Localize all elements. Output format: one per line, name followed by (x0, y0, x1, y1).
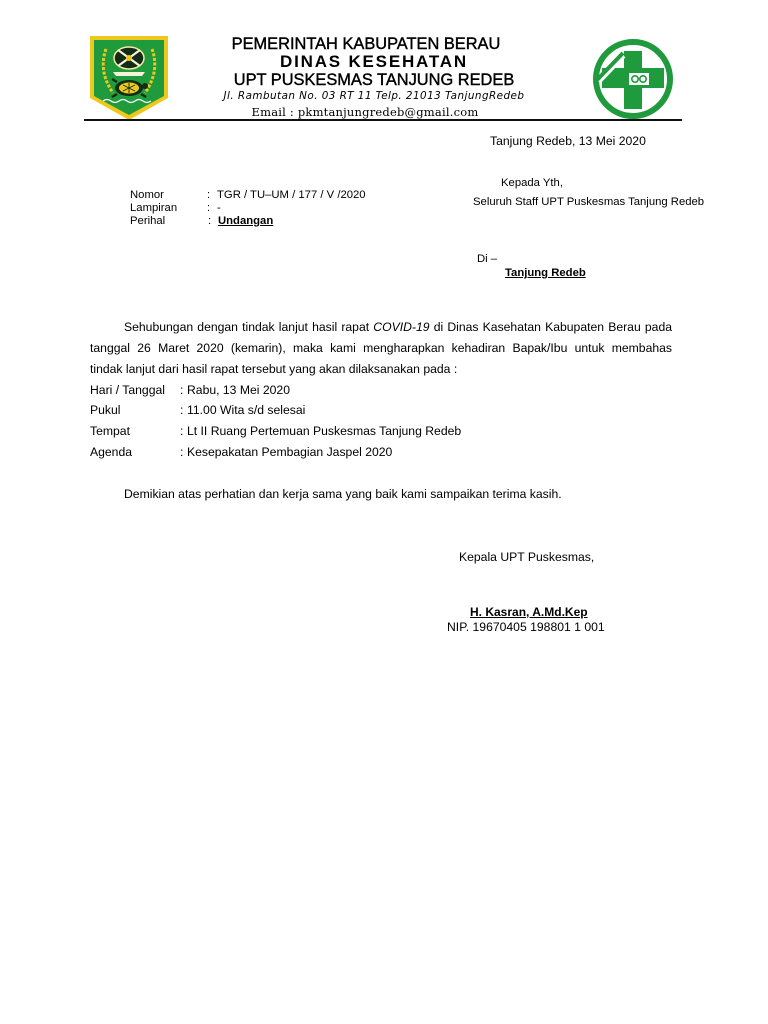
header-government-name: PEMERINTAH KABUPATEN BERAU (231, 35, 501, 53)
signature-nip: NIP. 19670405 198801 1 001 (447, 620, 605, 634)
schedule-separator: : (180, 424, 184, 438)
header-email: Email : pkmtanjungredeb@gmail.com (251, 105, 479, 119)
meta-separator: : (207, 189, 211, 201)
schedule-label-agenda: Agenda (90, 445, 133, 459)
schedule-label-place: Tempat (90, 424, 130, 438)
body-line-3: tindak lanjut dari hasil rapat tersebut yang akan dilaksanakan pada : (90, 362, 458, 376)
header-divider (84, 119, 682, 121)
kabupaten-berau-emblem-icon (89, 35, 169, 121)
meta-value-perihal: Undangan (218, 215, 274, 227)
body-line-1 (90, 320, 672, 334)
body-line-1-text: Sehubungan dengan tindak lanjut hasil rapat (124, 320, 370, 334)
body-line-2: tanggal 26 Maret 2020 (kemarin), maka kami mengharapkan kehadiran Bapak/Ibu untuk membahas (90, 341, 672, 355)
recipient-name: Seluruh Staff UPT Puskesmas Tanjung Redeb (473, 196, 705, 208)
puskesmas-logo-icon (585, 37, 681, 121)
schedule-label-time: Pukul (90, 403, 121, 417)
header-address: Jl. Rambutan No. 03 RT 11 Telp. 21013 TanjungRedeb (223, 90, 525, 102)
meta-value-lampiran: - (217, 202, 221, 214)
signature-title: Kepala UPT Puskesmas, (459, 550, 595, 564)
meta-separator: : (207, 202, 211, 214)
closing-sentence: Demikian atas perhatian dan kerja sama yang baik kami sampaikan terima kasih. (124, 487, 562, 501)
header-agency-name: DINAS KESEHATAN (280, 52, 468, 71)
meta-value-nomor: TGR / TU–UM / 177 / V /2020 (217, 189, 366, 201)
schedule-value-date: Rabu, 13 Mei 2020 (187, 383, 290, 397)
schedule-separator: : (180, 383, 184, 397)
schedule-value-agenda: Kesepakatan Pembagian Jaspel 2020 (187, 445, 393, 459)
recipient-di: Di – (477, 253, 498, 265)
meta-label-lampiran: Lampiran (130, 202, 178, 214)
body-line-1-text-end: di Dinas Kasehatan Kabupaten Berau pada (433, 320, 673, 334)
meta-label-perihal: Perihal (130, 215, 166, 227)
meta-label-nomor: Nomor (130, 189, 164, 201)
schedule-value-place: Lt II Ruang Pertemuan Puskesmas Tanjung Redeb (187, 424, 462, 438)
signature-name: H. Kasran, A.Md.Kep (470, 605, 588, 619)
schedule-separator: : (180, 445, 184, 459)
header-unit-name: UPT PUSKESMAS TANJUNG REDEB (233, 71, 515, 89)
body-emphasis: COVID-19 (373, 320, 430, 334)
meta-separator: : (208, 215, 212, 227)
schedule-separator: : (180, 403, 184, 417)
recipient-place: Tanjung Redeb (505, 267, 586, 279)
recipient-greeting: Kepada Yth, (501, 177, 563, 189)
schedule-value-time: 11.00 Wita s/d selesai (187, 403, 306, 417)
letter-date: Tanjung Redeb, 13 Mei 2020 (490, 134, 646, 148)
schedule-label-date: Hari / Tanggal (90, 383, 165, 397)
